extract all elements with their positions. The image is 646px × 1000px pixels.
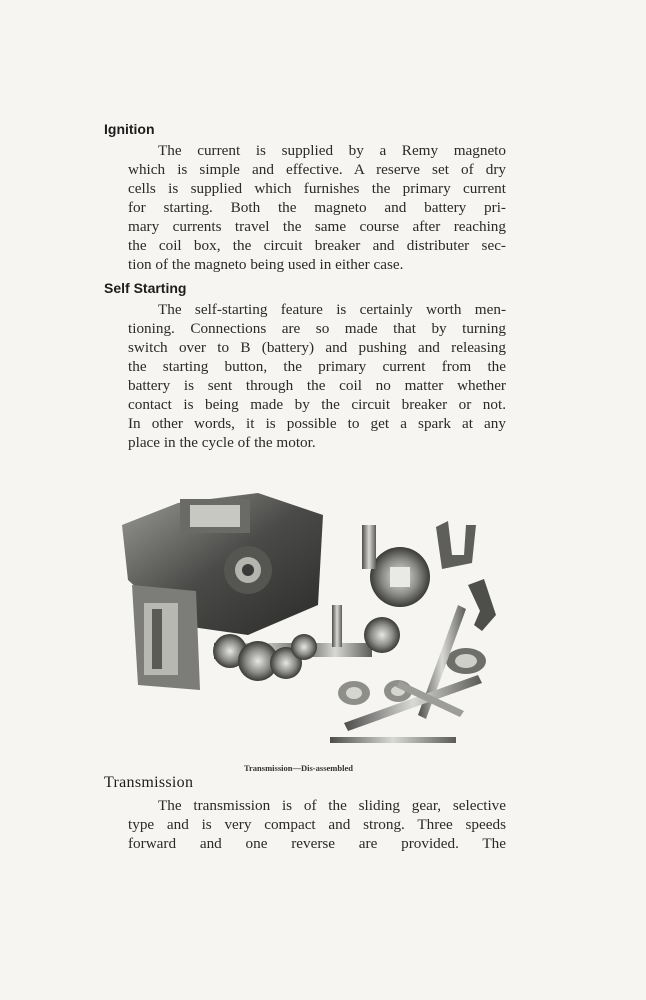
text-line: type and is very compact and strong. Three speeds xyxy=(128,816,506,833)
text-line: which is simple and effective. A reserve set of dry xyxy=(128,161,506,178)
text-line: The current is supplied by a Remy magneto xyxy=(158,142,506,159)
text-line: the starting button, the primary current from the xyxy=(128,358,506,375)
figure-caption: Transmission—Dis-assembled xyxy=(244,763,353,773)
text-line: switch over to B (battery) and pushing and releasing xyxy=(128,339,506,356)
text-line: for starting. Both the magneto and battery pri- xyxy=(128,199,506,216)
heading-transmission: Transmission xyxy=(104,774,194,791)
text-line: contact is being made by the circuit breaker or not. xyxy=(128,396,506,413)
heading-ignition: Ignition xyxy=(104,121,155,137)
text-line: place in the cycle of the motor. xyxy=(128,434,316,451)
text-line: In other words, it is possible to get a spark at any xyxy=(128,415,506,432)
transmission-parts-photo xyxy=(118,485,528,755)
text-line: The self-starting feature is certainly worth men- xyxy=(158,301,506,318)
text-line: forward and one reverse are provided. The xyxy=(128,835,506,852)
text-line: the coil box, the circuit breaker and distributer sec- xyxy=(128,237,506,254)
text-line: The transmission is of the sliding gear, selective xyxy=(158,797,506,814)
paragraph-self-starting xyxy=(128,300,506,452)
paragraph-transmission xyxy=(128,796,506,853)
text-line: mary currents travel the same course after reaching xyxy=(128,218,506,235)
text-line: battery is sent through the coil no matter whether xyxy=(128,377,506,394)
text-line: tion of the magneto being used in either case. xyxy=(128,256,404,273)
text-line: cells is supplied which furnishes the primary current xyxy=(128,180,506,197)
paragraph-ignition xyxy=(128,141,506,274)
text-line: tioning. Connections are so made that by turning xyxy=(128,320,506,337)
heading-self-starting: Self Starting xyxy=(104,280,187,296)
